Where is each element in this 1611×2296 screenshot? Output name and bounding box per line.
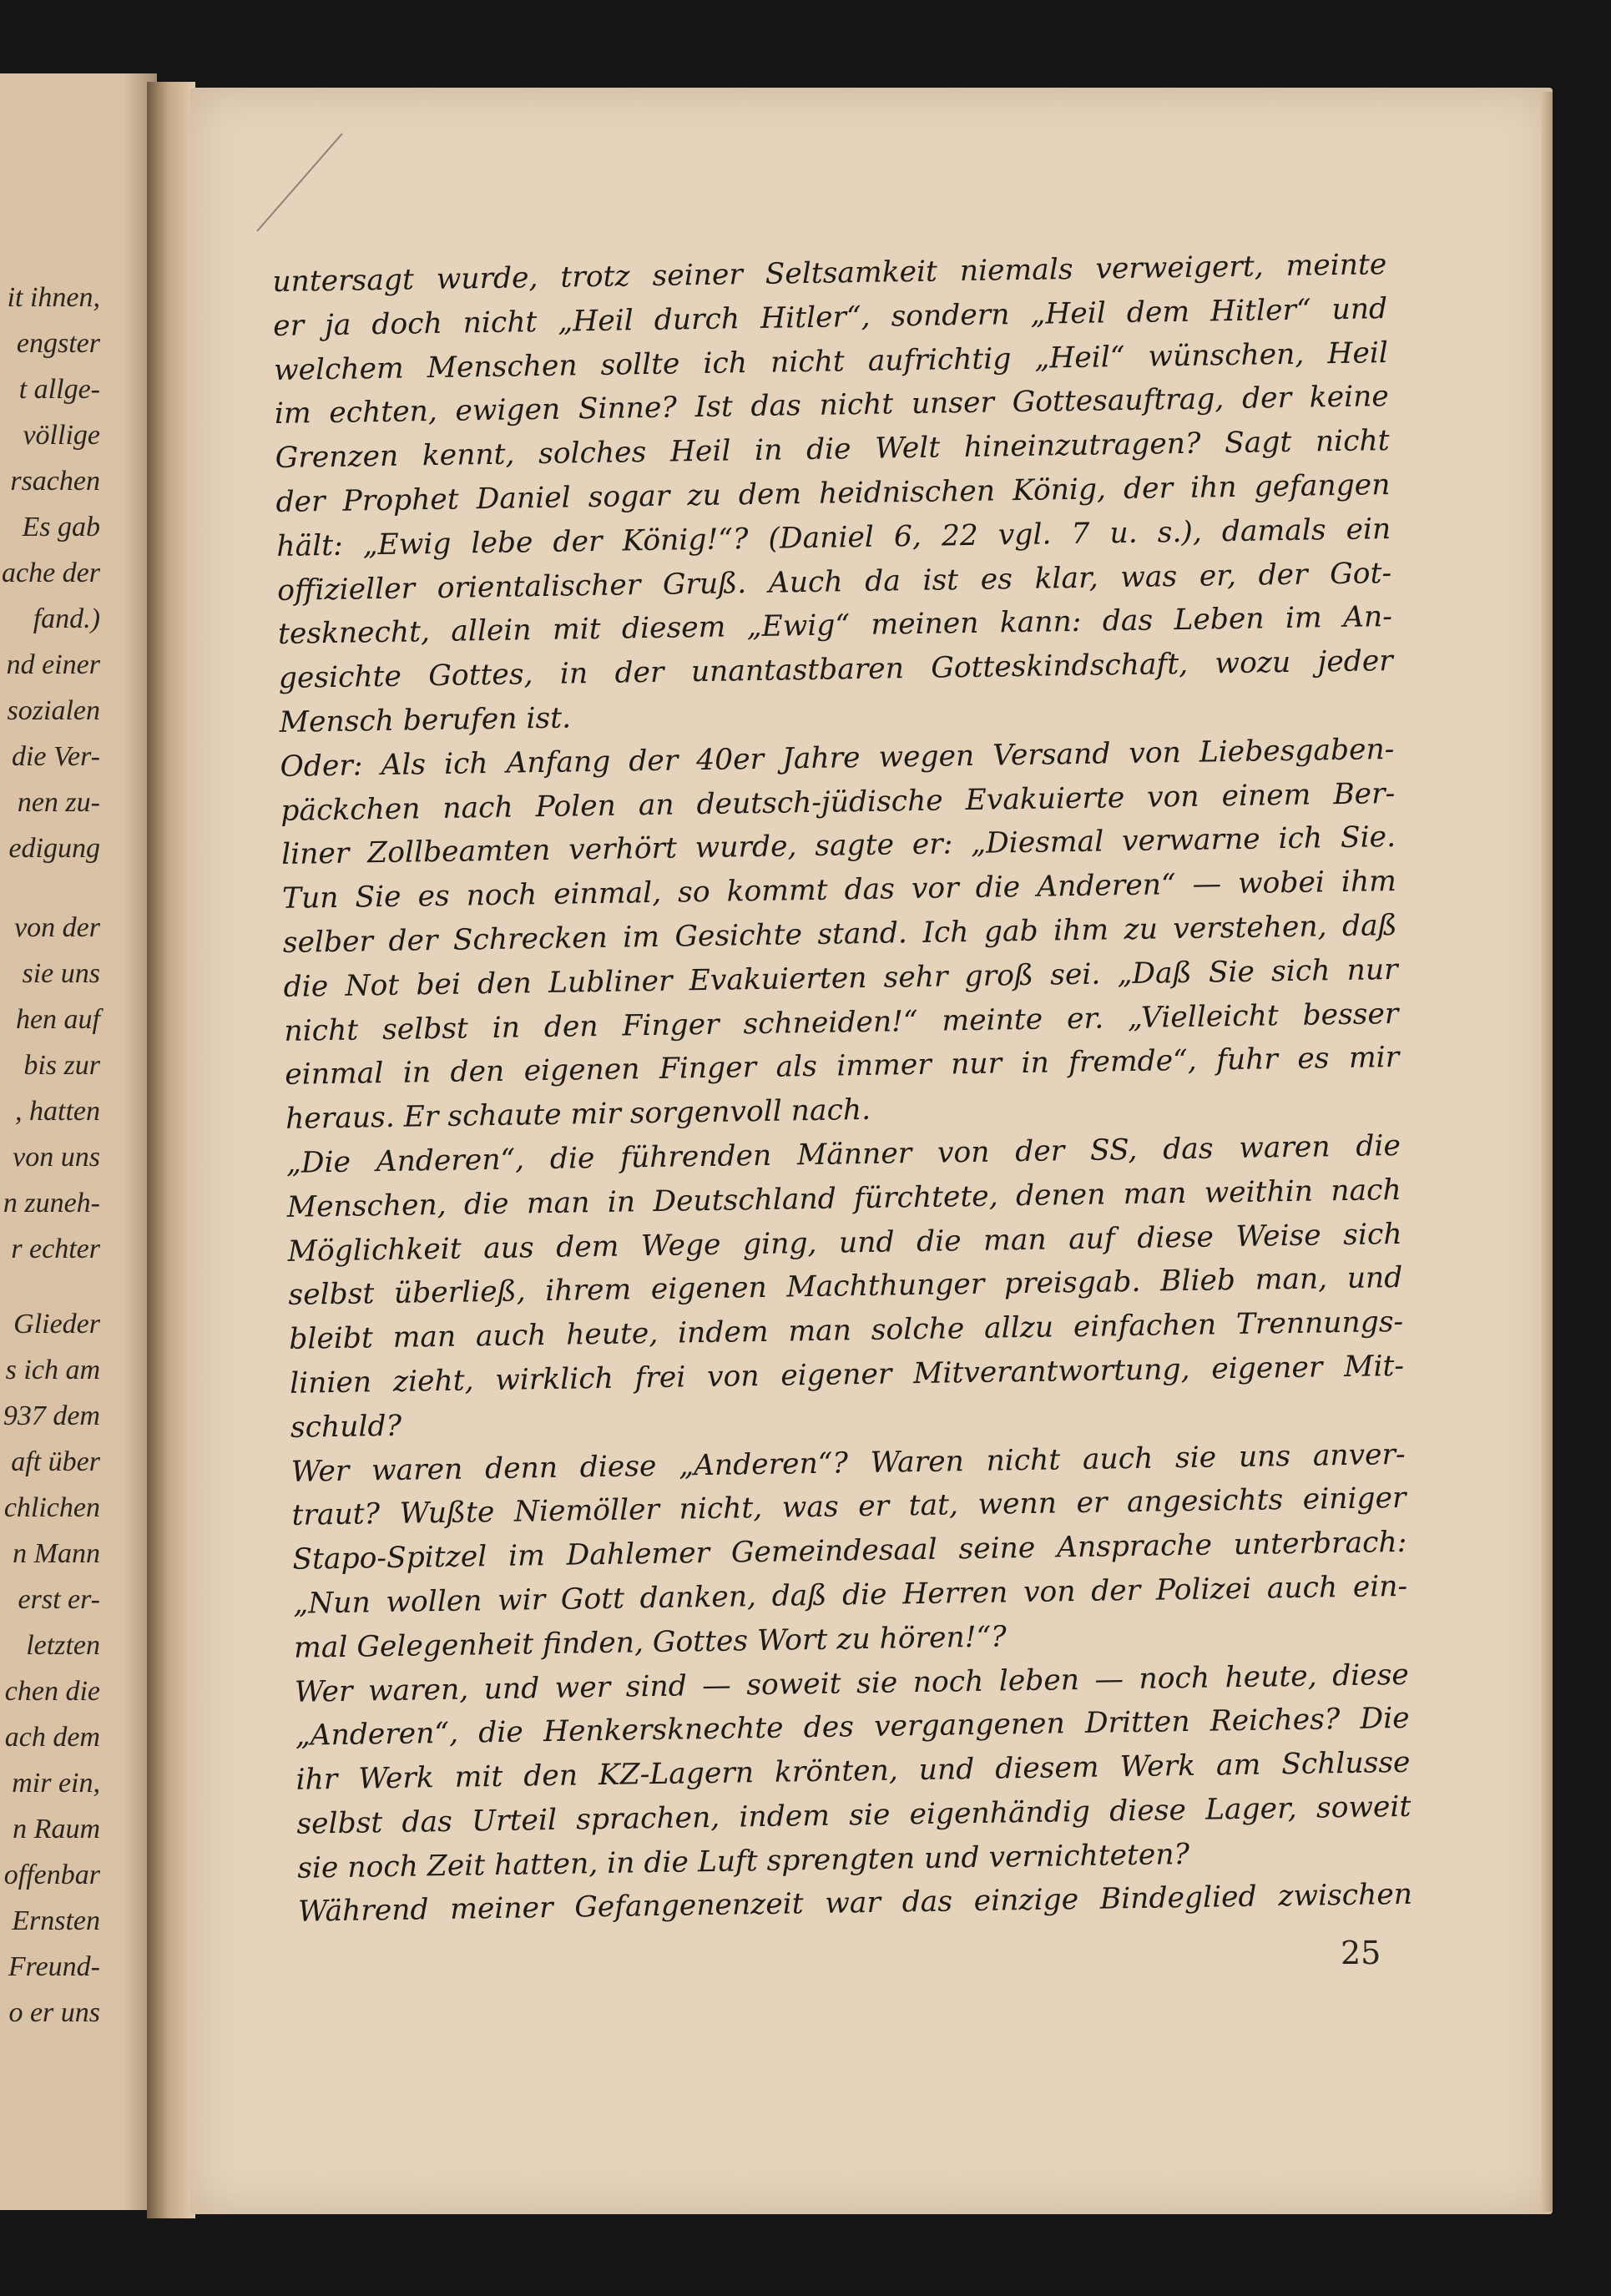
left-page-fragment: it ihnen, bbox=[7, 282, 100, 313]
left-page-fragment: rsachen bbox=[10, 466, 100, 497]
text-line: „Nun wollen wir Gott danken, daß die Herren von der Polizei auch ein- bbox=[292, 1569, 1408, 1621]
left-page-fragment: nd einer bbox=[6, 649, 100, 680]
left-page-fragment: engster bbox=[16, 328, 100, 359]
left-page-fragment: n Mann bbox=[13, 1538, 100, 1569]
text-line: ihr Werk mit den KZ-Lagern krönten, und diesem Werk am Schlusse bbox=[295, 1745, 1411, 1797]
text-line: im echten, ewigen Sinne? Ist das nicht unser Gottesauftrag, der keine bbox=[274, 380, 1390, 431]
text-line: einmal in den eigenen Finger als immer nur in fremde“, fuhr es mir bbox=[285, 1041, 1400, 1092]
text-line: selbst überließ, ihrem eigenen Machthunger preisgab. Blieb man, und bbox=[288, 1261, 1403, 1313]
text-line: sie noch Zeit hatten, in die Luft sprengten und vernichteten? bbox=[296, 1837, 1190, 1885]
text-line: welchem Menschen sollte ich nicht aufrichtig „Heil“ wünschen, Heil bbox=[273, 336, 1389, 387]
left-page-fragment: chen die bbox=[4, 1676, 100, 1707]
left-page-fragment: , hatten bbox=[15, 1096, 100, 1127]
page-number: 25 bbox=[1341, 1935, 1381, 1971]
text-line: er ja doch nicht „Heil durch Hitler“, sondern „Heil dem Hitler“ und bbox=[272, 291, 1388, 343]
text-line: gesichte Gottes, in der unantastbaren Gotteskindschaft, wozu jeder bbox=[278, 644, 1394, 696]
text-line: Oder: Als ich Anfang der 40er Jahre wegen Versand von Liebesgaben- bbox=[280, 732, 1395, 784]
text-line: Menschen, die man in Deutschland fürchtete, denen man weithin nach bbox=[286, 1173, 1401, 1224]
text-line: offizieller orientalischer Gruß. Auch da ist es klar, was er, der Got- bbox=[276, 556, 1392, 608]
left-page-fragment: Es gab bbox=[22, 512, 100, 542]
left-page-fragment: t allge- bbox=[18, 374, 100, 405]
text-line: schuld? bbox=[290, 1409, 402, 1445]
left-page-fragment: letzten bbox=[26, 1630, 100, 1661]
text-line: Tun Sie es noch einmal, so kommt das vor die Anderen“ — wobei ihm bbox=[281, 865, 1397, 916]
text-line: hält: „Ewig lebe der König!“? (Daniel 6, 22 vgl. 7 u. s.), damals ein bbox=[276, 512, 1391, 563]
text-line: nicht selbst in den Finger schneiden!“ meinte er. „Vielleicht besser bbox=[284, 997, 1399, 1048]
text-line: Während meiner Gefangenenzeit war das einzige Bindeglied zwischen bbox=[297, 1878, 1413, 1930]
left-page-fragment: nen zu- bbox=[17, 787, 100, 818]
text-line: untersagt wurde, trotz seiner Seltsamkeit niemals verweigert, meinte bbox=[272, 248, 1387, 299]
text-line: Stapo-Spitzel im Dahlemer Gemeindesaal seine Ansprache unterbrach: bbox=[292, 1525, 1407, 1577]
left-page-fragment: s ich am bbox=[5, 1355, 100, 1385]
left-page-fragment: n Raum bbox=[13, 1814, 100, 1844]
book-binding bbox=[147, 82, 195, 2218]
left-page-fragment: von der bbox=[14, 912, 100, 943]
facing-page-left bbox=[0, 73, 157, 2210]
left-page-fragment: Glieder bbox=[13, 1309, 100, 1340]
left-page-fragment: sie uns bbox=[22, 958, 100, 989]
text-line: selbst das Urteil sprachen, indem sie eigenhändig diese Lager, soweit bbox=[296, 1789, 1412, 1841]
text-line: Möglichkeit aus dem Wege ging, und die man auf diese Weise sich bbox=[287, 1217, 1402, 1269]
left-page-fragment: fand.) bbox=[33, 603, 100, 634]
left-page-fragment: sozialen bbox=[7, 695, 100, 726]
left-page-fragment: erst er- bbox=[18, 1584, 100, 1615]
text-line: traut? Wußte Niemöller nicht, was er tat, wenn er angesichts einiger bbox=[291, 1481, 1406, 1533]
left-page-fragment: die Ver- bbox=[11, 741, 100, 772]
text-line: Wer waren, und wer sind — soweit sie noch leben — noch heute, diese bbox=[294, 1658, 1410, 1709]
text-line: Wer waren denn diese „Anderen“? Waren nicht auch sie uns anver- bbox=[290, 1437, 1406, 1489]
left-page-fragment: 937 dem bbox=[3, 1400, 100, 1431]
text-line: „Anderen“, die Henkersknechte des vergangenen Dritten Reiches? Die bbox=[295, 1702, 1410, 1754]
left-page-fragment: r echter bbox=[11, 1234, 100, 1264]
left-page-fragment: völlige bbox=[23, 420, 100, 451]
left-page-fragment: aft über bbox=[11, 1446, 100, 1477]
left-page-fragment: hen auf bbox=[15, 1004, 100, 1035]
text-line: Grenzen kennt, solches Heil in die Welt hineinzutragen? Sagt nicht bbox=[275, 424, 1390, 476]
text-line: „Die Anderen“, die führenden Männer von der SS, das waren die bbox=[285, 1128, 1401, 1180]
text-line: der Prophet Daniel sogar zu dem heidnischen König, der ihn gefangen bbox=[275, 467, 1391, 519]
left-page-fragment: mir ein, bbox=[12, 1768, 100, 1799]
text-line: selber der Schrecken im Gesichte stand. Ich gab ihm zu verstehen, daß bbox=[282, 908, 1397, 960]
left-page-fragment: Ernsten bbox=[12, 1905, 100, 1936]
left-page-fragment: offenbar bbox=[3, 1860, 100, 1890]
text-line: die Not bei den Lubliner Evakuierten sehr groß sei. „Daß Sie sich nur bbox=[283, 952, 1398, 1004]
left-page-fragment: von uns bbox=[13, 1142, 100, 1173]
left-page-fragment: chlichen bbox=[3, 1492, 100, 1523]
pencil-mark-icon bbox=[250, 129, 351, 238]
text-line: Mensch berufen ist. bbox=[279, 701, 572, 739]
left-page-fragment: o er uns bbox=[8, 1997, 100, 2028]
text-line: heraus. Er schaute mir sorgenvoll nach. bbox=[285, 1093, 871, 1137]
text-line: mal Gelegenheit finden, Gottes Wort zu hören!“? bbox=[293, 1620, 1007, 1665]
left-page-fragment: n zuneh- bbox=[3, 1188, 100, 1219]
left-page-fragment: edigung bbox=[8, 833, 100, 864]
left-page-fragment: ach dem bbox=[4, 1722, 100, 1753]
text-line: liner Zollbeamten verhört wurde, sagte er: „Diesmal verwarne ich Sie. bbox=[280, 820, 1396, 872]
page-edge bbox=[1541, 92, 1553, 2212]
left-page-fragment: Freund- bbox=[8, 1951, 100, 1982]
text-line: tesknecht, allein mit diesem „Ewig“ meinen kann: das Leben im An- bbox=[277, 600, 1393, 652]
page-body-text bbox=[272, 243, 1412, 1935]
text-line: bleibt man auch heute, indem man solche allzu einfachen Trennungs- bbox=[288, 1304, 1404, 1356]
text-line: linien zieht, wirklich frei von eigener Mitverantwortung, eigener Mit- bbox=[289, 1349, 1405, 1400]
text-line: päckchen nach Polen an deutsch-jüdische Evakuierte von einem Ber- bbox=[280, 776, 1396, 828]
left-page-fragment: ache der bbox=[1, 558, 100, 588]
left-page-fragment: bis zur bbox=[23, 1050, 100, 1081]
